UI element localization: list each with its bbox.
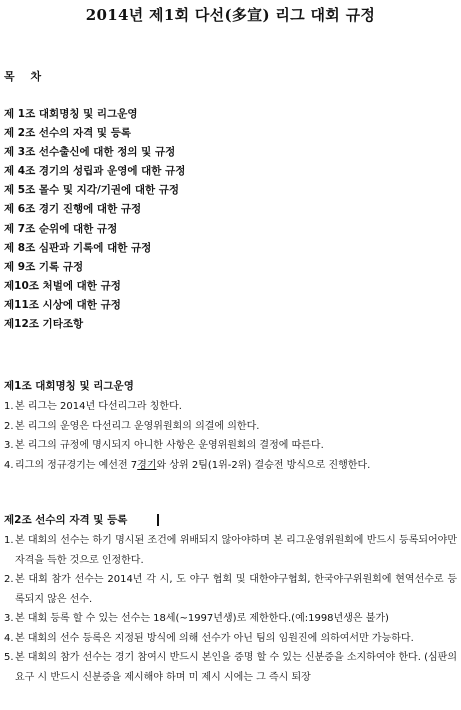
article-item bbox=[4, 629, 457, 649]
toc-item: 제 6조 경기 진행에 대한 규정 bbox=[4, 203, 142, 216]
section-article-2 bbox=[4, 510, 457, 687]
toc-item: 제 4조 경기의 성립과 운영에 대한 규정 bbox=[4, 165, 186, 178]
item-text: 본 대회의 참가 선수는 경기 참여시 반드시 본인을 증명 할 수 있는 신분증을 소지하여야 한다. (심판의 요구 시 반드시 신분증을 제시해야 하며 미 제시 시에는 그 즉시 퇴장 bbox=[15, 652, 457, 683]
toc-item: 제11조 시상에 대한 규정 bbox=[4, 298, 121, 311]
article-item bbox=[4, 397, 457, 417]
toc-item: 제10조 처벌에 대한 규정 bbox=[4, 279, 121, 292]
item-number: 4. bbox=[4, 459, 14, 471]
item-number: 1. bbox=[4, 401, 14, 412]
article-list bbox=[4, 397, 457, 475]
item-text: 본 대회의 선수는 하기 명시된 조건에 위배되지 않아야하며 본 리그운영위원회에 반드시 등록되어야만 자격을 득한 것으로 인정한다. bbox=[15, 535, 457, 566]
toc-item: 제 2조 선수의 자격 및 등록 bbox=[4, 127, 132, 140]
section-heading-text: 제2조 선수의 자격 및 등록 bbox=[4, 514, 128, 526]
toc-item: 제 3조 선수출신에 대한 정의 및 규정 bbox=[4, 146, 176, 159]
item-text: 본 리그의 규정에 명시되지 아니한 사항은 운영위원회의 결정에 따른다. bbox=[15, 440, 324, 451]
article-item bbox=[4, 436, 457, 456]
item-number: 2. bbox=[4, 420, 14, 432]
article-item bbox=[4, 648, 457, 687]
item-number: 2. bbox=[4, 574, 14, 585]
item-text: 본 리그는 2014년 다선리그라 칭한다. bbox=[15, 401, 182, 412]
text-cursor bbox=[157, 514, 159, 526]
item-text: 와 상위 2팀(1위-2위) 결승전 방식으로 진행한다. bbox=[156, 459, 371, 471]
item-text: 본 대회 참가 선수는 2014년 각 시, 도 야구 협회 및 대한야구협회, 한국야구위원회에 현역선수로 등록되지 않은 선수. bbox=[15, 574, 457, 605]
item-number: 1. bbox=[4, 535, 14, 546]
toc-item: 제12조 기타조항 bbox=[4, 318, 84, 331]
toc-item: 제 1조 대회명칭 및 리그운영 bbox=[4, 108, 138, 120]
article-item bbox=[4, 531, 457, 570]
article-item bbox=[4, 570, 457, 609]
toc-item: 제 8조 심판과 기록에 대한 규정 bbox=[4, 241, 152, 254]
item-number: 4. bbox=[4, 632, 14, 644]
toc-item: 제 7조 순위에 대한 규정 bbox=[4, 222, 118, 235]
table-of-contents bbox=[4, 105, 185, 334]
item-number: 3. bbox=[4, 440, 14, 451]
toc-heading: 목 차 bbox=[4, 70, 42, 83]
article-list bbox=[4, 531, 457, 687]
section-heading: 제1조 대회명칭 및 리그운영 bbox=[4, 380, 134, 392]
document-title: 2014년 제1회 다선(多宣) 리그 대회 규정 bbox=[85, 6, 376, 24]
item-number: 5. bbox=[4, 652, 14, 663]
article-item bbox=[4, 417, 457, 437]
article-item bbox=[4, 609, 457, 629]
item-text: 본 리그의 운영은 다선리그 운영위원회의 의결에 의한다. bbox=[15, 420, 260, 432]
section-article-1 bbox=[4, 376, 457, 475]
item-text: 본 대회의 선수 등록은 지정된 방식에 의해 선수가 아닌 팀의 임원진에 의하여서만 가능하다. bbox=[15, 632, 414, 644]
section-heading bbox=[4, 510, 457, 531]
item-text-underlined: 경기 bbox=[137, 459, 157, 471]
toc-item: 제 5조 몰수 및 지각/기권에 대한 규정 bbox=[4, 184, 180, 197]
article-item bbox=[4, 456, 457, 476]
toc-item: 제 9조 기록 규정 bbox=[4, 260, 84, 273]
item-text: 본 대회 등록 할 수 있는 선수는 18세(~1997년생)로 제한한다.(예:1998년생은 불가) bbox=[15, 613, 389, 624]
item-text: 리그의 정규경기는 예선전 7 bbox=[15, 459, 138, 471]
item-number: 3. bbox=[4, 613, 14, 624]
